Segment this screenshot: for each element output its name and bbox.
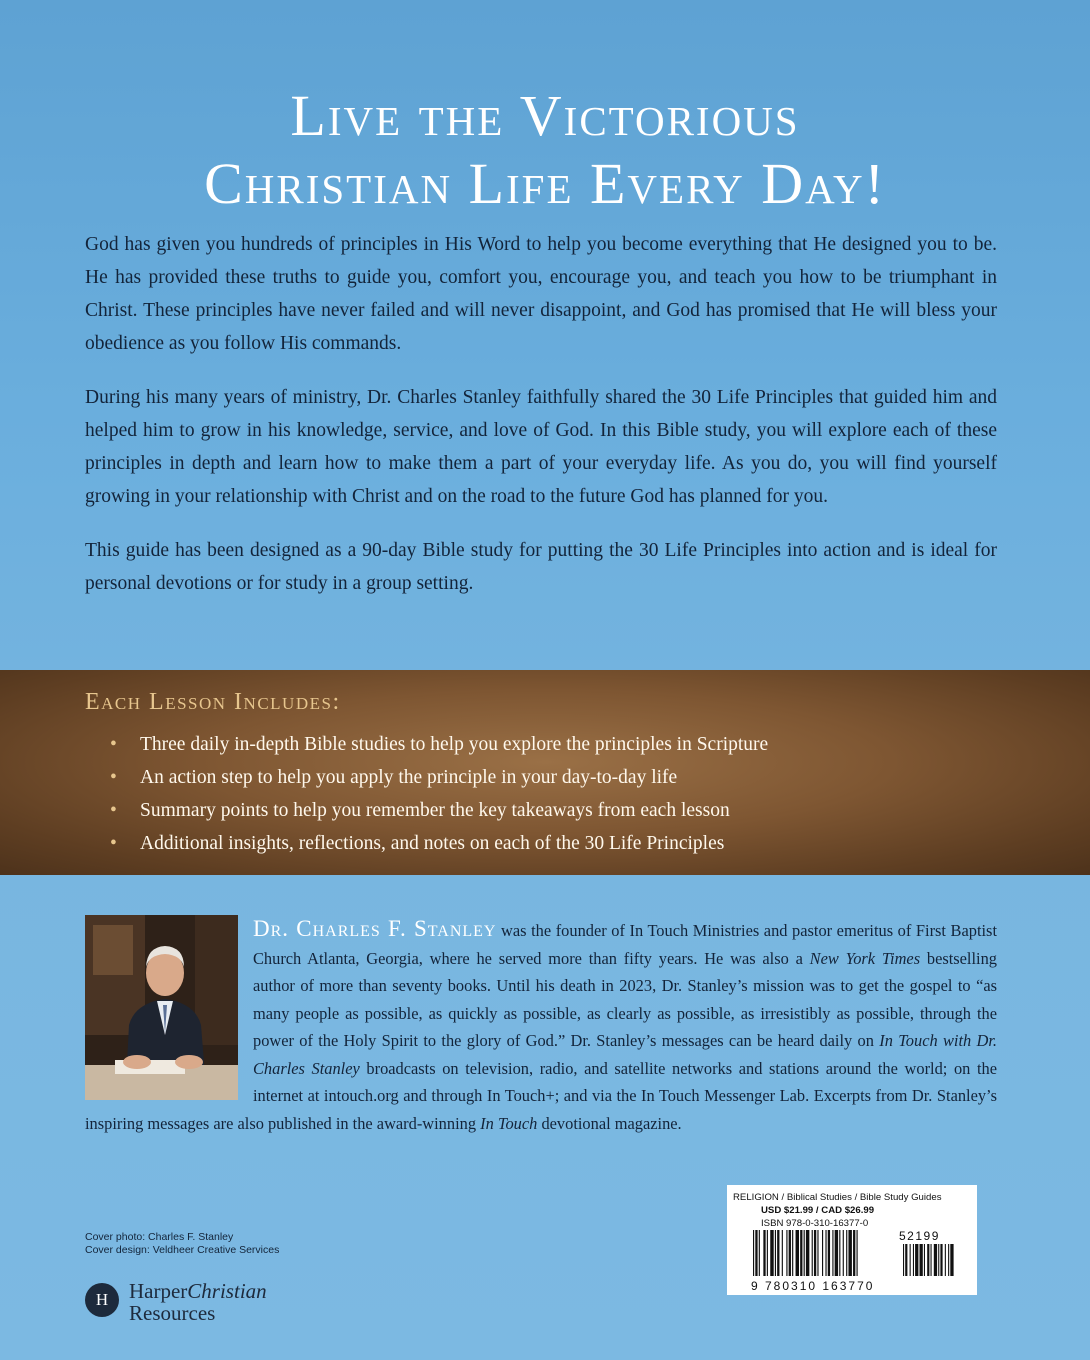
barcode-price: USD $21.99 / CAD $26.99 — [761, 1205, 875, 1216]
barcode-addon-bar — [915, 1244, 918, 1276]
barcode-addon-bar — [934, 1244, 937, 1276]
barcode-bar — [812, 1230, 813, 1276]
intro-text — [85, 228, 997, 621]
barcode-bar — [755, 1230, 757, 1276]
bio-italic: In Touch — [480, 1113, 538, 1133]
barcode-bar — [848, 1230, 851, 1276]
barcode-addon-bar — [927, 1244, 929, 1276]
photo-credit: Cover photo: Charles F. Stanley — [85, 1231, 234, 1243]
barcode-bar — [800, 1230, 802, 1276]
barcode-addon-bar — [910, 1244, 911, 1276]
barcode-bar — [782, 1230, 783, 1276]
barcode-addon-bar — [905, 1244, 907, 1276]
lesson-list — [110, 728, 768, 860]
barcode-bar — [843, 1230, 844, 1276]
barcode-bar — [767, 1230, 768, 1276]
publisher-mark-icon: H — [85, 1283, 119, 1317]
barcode-bar — [759, 1230, 760, 1276]
intro-paragraph: God has given you hundreds of principles in His Word to help you become everything that He designed you to be. He has provided these truths to guide you, comfort you, encourage you, and teach you how to be triumphant in Christ. These principles have never failed and will never disappoint, and God has promised that He will bless your obedience as you follow His commands. — [85, 234, 997, 354]
publisher-name-part: Resources — [129, 1301, 216, 1325]
barcode-isbn: ISBN 978-0-310-16377-0 — [761, 1218, 869, 1229]
barcode-bar — [814, 1230, 816, 1276]
barcode-addon-bar — [920, 1244, 923, 1276]
bio-text: bestselling author of more than seventy books. Until his death in 2023, Dr. Stanley’s mission was to get the gospel to “as many people as possible, as quickly as possible, as clearly as possible, as irresistibly as possible, through the power of the Holy Spirit to the glory of God.” Dr. Stanley’s messages can be heard daily on — [253, 948, 997, 1050]
intro-paragraph: During his many years of ministry, Dr. Charles Stanley faithfully shared the 30 Life Principles that guided him and helped him to grow in his knowledge, service, and love of God. In this Bible study, you will explore each of these principles in depth and learn how to make them a part of your everyday life. As you do, you will find yourself growing in your relationship with Christ and on the road to the future God has planned for you. — [85, 387, 997, 507]
headline-line-1: Live the Victorious — [290, 83, 800, 148]
barcode-bar — [792, 1230, 793, 1276]
lesson-item — [110, 728, 768, 761]
publisher-name-part: Harper — [129, 1279, 188, 1303]
barcode-addon-bar — [938, 1244, 939, 1276]
intro-paragraph: This guide has been designed as a 90-day Bible study for putting the 30 Life Principles into action and is ideal for personal devotions or for study in a group setting. — [85, 540, 997, 594]
publisher-name-part: Christian — [187, 1279, 267, 1303]
barcode-bar — [832, 1230, 833, 1276]
bullet-icon: • — [110, 734, 117, 755]
barcode-addon-bar — [940, 1244, 942, 1276]
barcode-bar — [775, 1230, 776, 1276]
publisher-name — [129, 1280, 267, 1324]
barcode-digits: 9 780310 163770 — [751, 1279, 875, 1293]
barcode-bar — [789, 1230, 791, 1276]
barcode-box — [727, 1185, 977, 1295]
design-credit: Cover design: Veldheer Creative Services — [85, 1243, 280, 1256]
barcode-bar — [753, 1230, 754, 1276]
lesson-item-text: An action step to help you apply the principle in your day-to-day life — [140, 767, 678, 788]
barcode-bar — [822, 1230, 823, 1276]
author-name: Dr. Charles F. Stanley — [253, 916, 497, 941]
bullet-icon: • — [110, 833, 117, 854]
lesson-item — [110, 827, 768, 860]
barcode-bar — [857, 1230, 858, 1276]
barcode-addon-bar — [903, 1244, 904, 1276]
bullet-icon: • — [110, 800, 117, 821]
bio-text: broadcasts on television, radio, and satellite networks and stations around the world; on the internet at intouch.org and through In Touch+; and via the In Touch Messenger Lab. Excerpts from Dr. Stanley’s inspiring messages are also published in the award-winning — [85, 1058, 997, 1133]
headline — [0, 82, 1090, 218]
barcode-bar — [786, 1230, 787, 1276]
bio-italic: New York Times — [809, 948, 921, 968]
barcode-addon-bar — [924, 1244, 925, 1276]
bio-italic: In Touch with Dr. Charles Stanley — [253, 1031, 998, 1078]
headline-line-2: Christian Life Every Day! — [204, 151, 886, 216]
barcode-bar — [825, 1230, 826, 1276]
barcode-category: RELIGION / Biblical Studies / Bible Study Guides — [733, 1192, 942, 1203]
barcode-bar — [770, 1230, 773, 1276]
barcode-bar — [796, 1230, 799, 1276]
barcode-addon-bar — [913, 1244, 914, 1276]
barcode-addon-bar — [931, 1244, 932, 1276]
barcode-bar — [804, 1230, 805, 1276]
barcode-addon-bar — [950, 1244, 953, 1276]
lesson-heading: Each Lesson Includes: — [85, 689, 341, 715]
barcode-bar — [835, 1230, 838, 1276]
barcode-addon: 52199 — [899, 1229, 940, 1243]
lesson-item-text: Additional insights, reflections, and notes on each of the 30 Life Principles — [140, 833, 725, 854]
barcode-addon-bar — [948, 1244, 949, 1276]
barcode-addon-bar — [945, 1244, 946, 1276]
barcode-bar — [853, 1230, 855, 1276]
barcode-bar — [828, 1230, 830, 1276]
author-bio — [85, 915, 997, 1137]
lesson-item — [110, 794, 768, 827]
bio-text: was the founder of In Touch Ministries and pastor emeritus of First Baptist Church Atlanta, Georgia, where he served more than fifty years. He was also a — [253, 921, 997, 968]
lesson-item-text: Summary points to help you remember the key takeaways from each lesson — [140, 800, 730, 821]
barcode-bar — [817, 1230, 818, 1276]
bio-text: devotional magazine. — [537, 1113, 682, 1133]
photo-spacer — [85, 915, 253, 1105]
publisher-logo — [85, 1280, 305, 1330]
lesson-item — [110, 761, 768, 794]
lesson-item-text: Three daily in-depth Bible studies to help you explore the principles in Scripture — [140, 734, 769, 755]
barcode-bar — [839, 1230, 840, 1276]
bullet-icon: • — [110, 767, 117, 788]
barcode-bar — [763, 1230, 765, 1276]
cover-credits — [85, 1231, 279, 1256]
barcode-bar — [777, 1230, 779, 1276]
barcode-bar — [846, 1230, 847, 1276]
barcode-bar — [806, 1230, 809, 1276]
